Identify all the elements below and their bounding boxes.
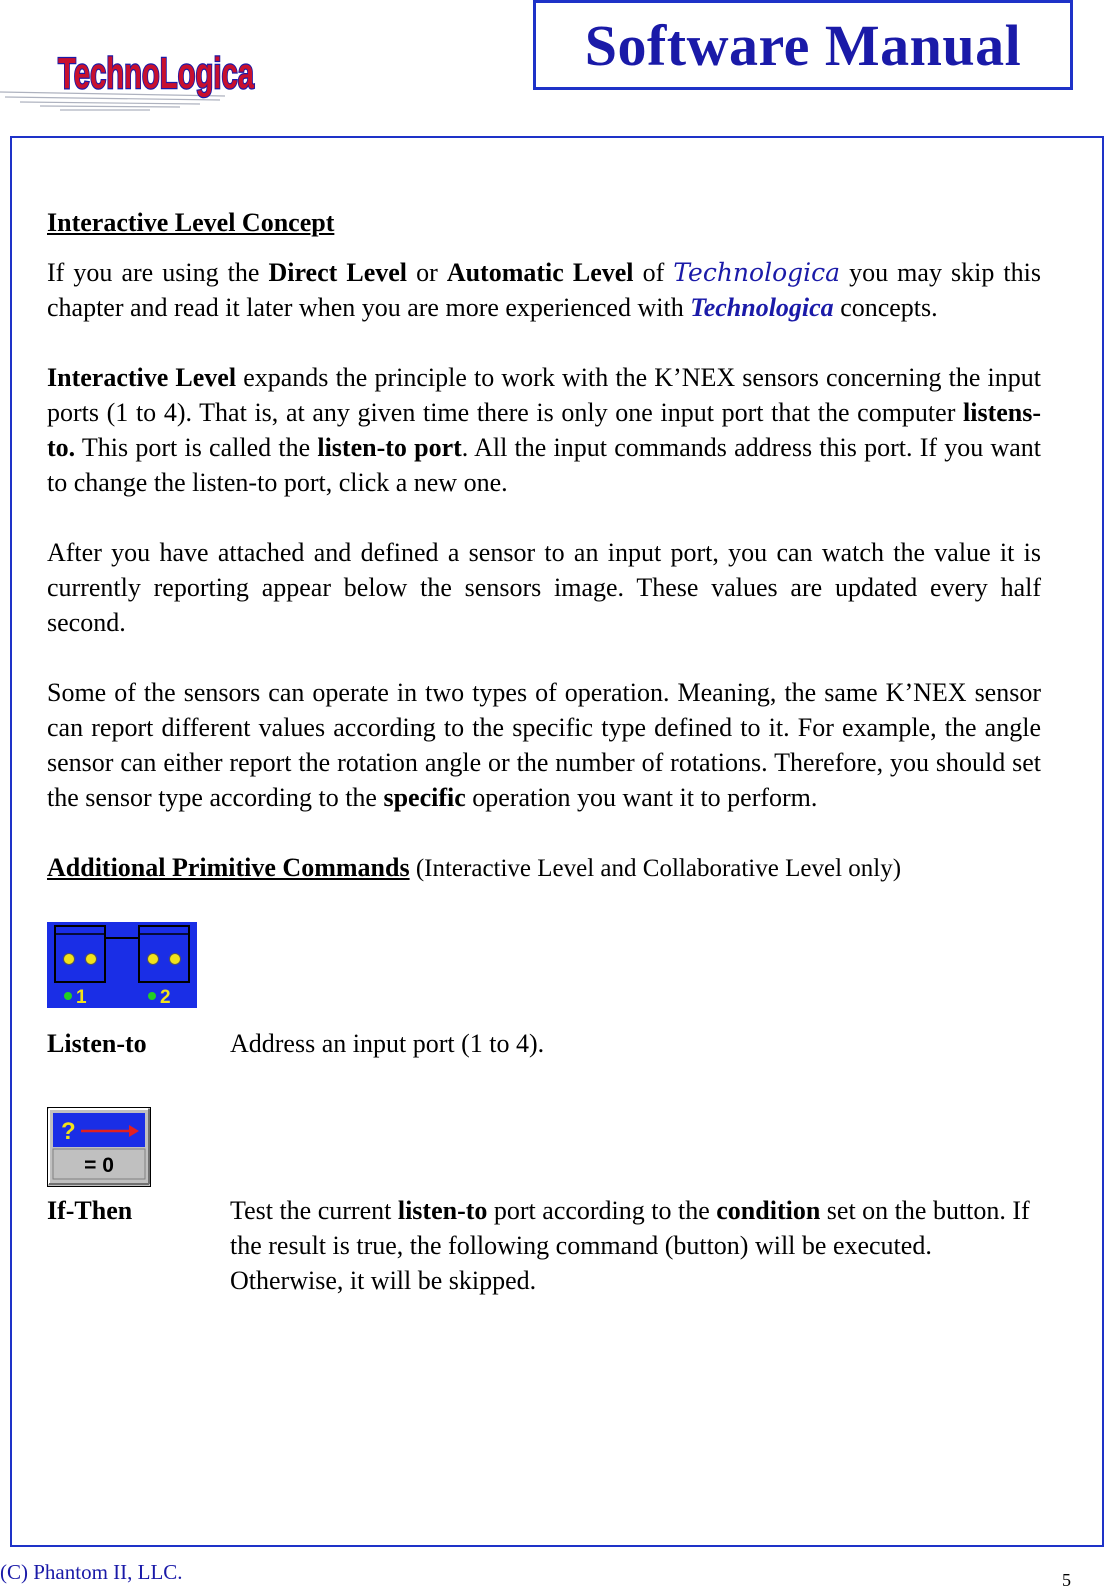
command-name-if-then: If-Then bbox=[47, 1196, 133, 1225]
command-name-listen-to: Listen-to bbox=[47, 1029, 147, 1058]
brand-name-bold: Technologica bbox=[690, 293, 834, 322]
paragraph-intro: If you are using the Direct Level or Automatic Level of Technologica you may skip this chapter and read it later when you are more experienced with Technologica concepts. bbox=[47, 258, 1041, 322]
listen-to-icon bbox=[47, 922, 197, 1008]
port-label-2: 2 bbox=[160, 987, 171, 1008]
if-then-row bbox=[47, 1193, 1041, 1298]
section-heading-interactive-level: Interactive Level Concept bbox=[47, 208, 335, 237]
if-then-question-mark: ? bbox=[61, 1118, 76, 1145]
title-box bbox=[533, 0, 1073, 90]
listen-to-row bbox=[47, 1026, 1041, 1061]
paragraph-sensor-types: Some of the sensors can operate in two types of operation. Meaning, the same K’NEX sensor can report different values according to the specific type defined to it. For example, the angle sensor can either report the rotation angle or the number of rotations. Therefore, you should set the sensor type according to the specific operation you want it to perform. bbox=[47, 678, 1041, 812]
logo-graphic bbox=[0, 14, 290, 124]
port-label-1: 1 bbox=[76, 987, 87, 1008]
command-desc-listen-to: Address an input port (1 to 4). bbox=[230, 1029, 545, 1058]
page-title: Software Manual bbox=[584, 12, 1022, 78]
additional-commands-note: (Interactive Level and Collaborative Level only) bbox=[409, 855, 902, 882]
section-heading-additional-commands: Additional Primitive Commands bbox=[47, 853, 410, 882]
if-then-icon bbox=[47, 1107, 151, 1187]
technologica-logo bbox=[0, 14, 290, 124]
footer-copyright: (C) Phantom II, LLC. bbox=[0, 1560, 183, 1584]
if-then-condition: = 0 bbox=[84, 1154, 114, 1177]
additional-commands-line bbox=[47, 850, 1041, 886]
paragraph-sensor-values: After you have attached and defined a sensor to an input port, you can watch the value it is currently reporting appear below the sensors image. These values are updated every half second. bbox=[47, 538, 1041, 637]
paragraph-interactive-level: Interactive Level expands the principle to work with the K’NEX sensors concerning the input ports (1 to 4). That is, at any given time there is only one input port that the computer listens-to. This port is called the listen-to port. All the input commands address this port. If you want to change the listen-to port, click a new one. bbox=[47, 363, 1042, 497]
page-number: 5 bbox=[1062, 1570, 1071, 1590]
page-content bbox=[47, 205, 1041, 1298]
logo-text: TechnoLogica bbox=[58, 49, 255, 98]
command-desc-if-then: Test the current listen-to port according to the condition set on the button. If the result is true, the following command (button) will be executed. Otherwise, it will be skipped. bbox=[230, 1196, 1030, 1295]
brand-name: Technologica bbox=[673, 258, 841, 287]
